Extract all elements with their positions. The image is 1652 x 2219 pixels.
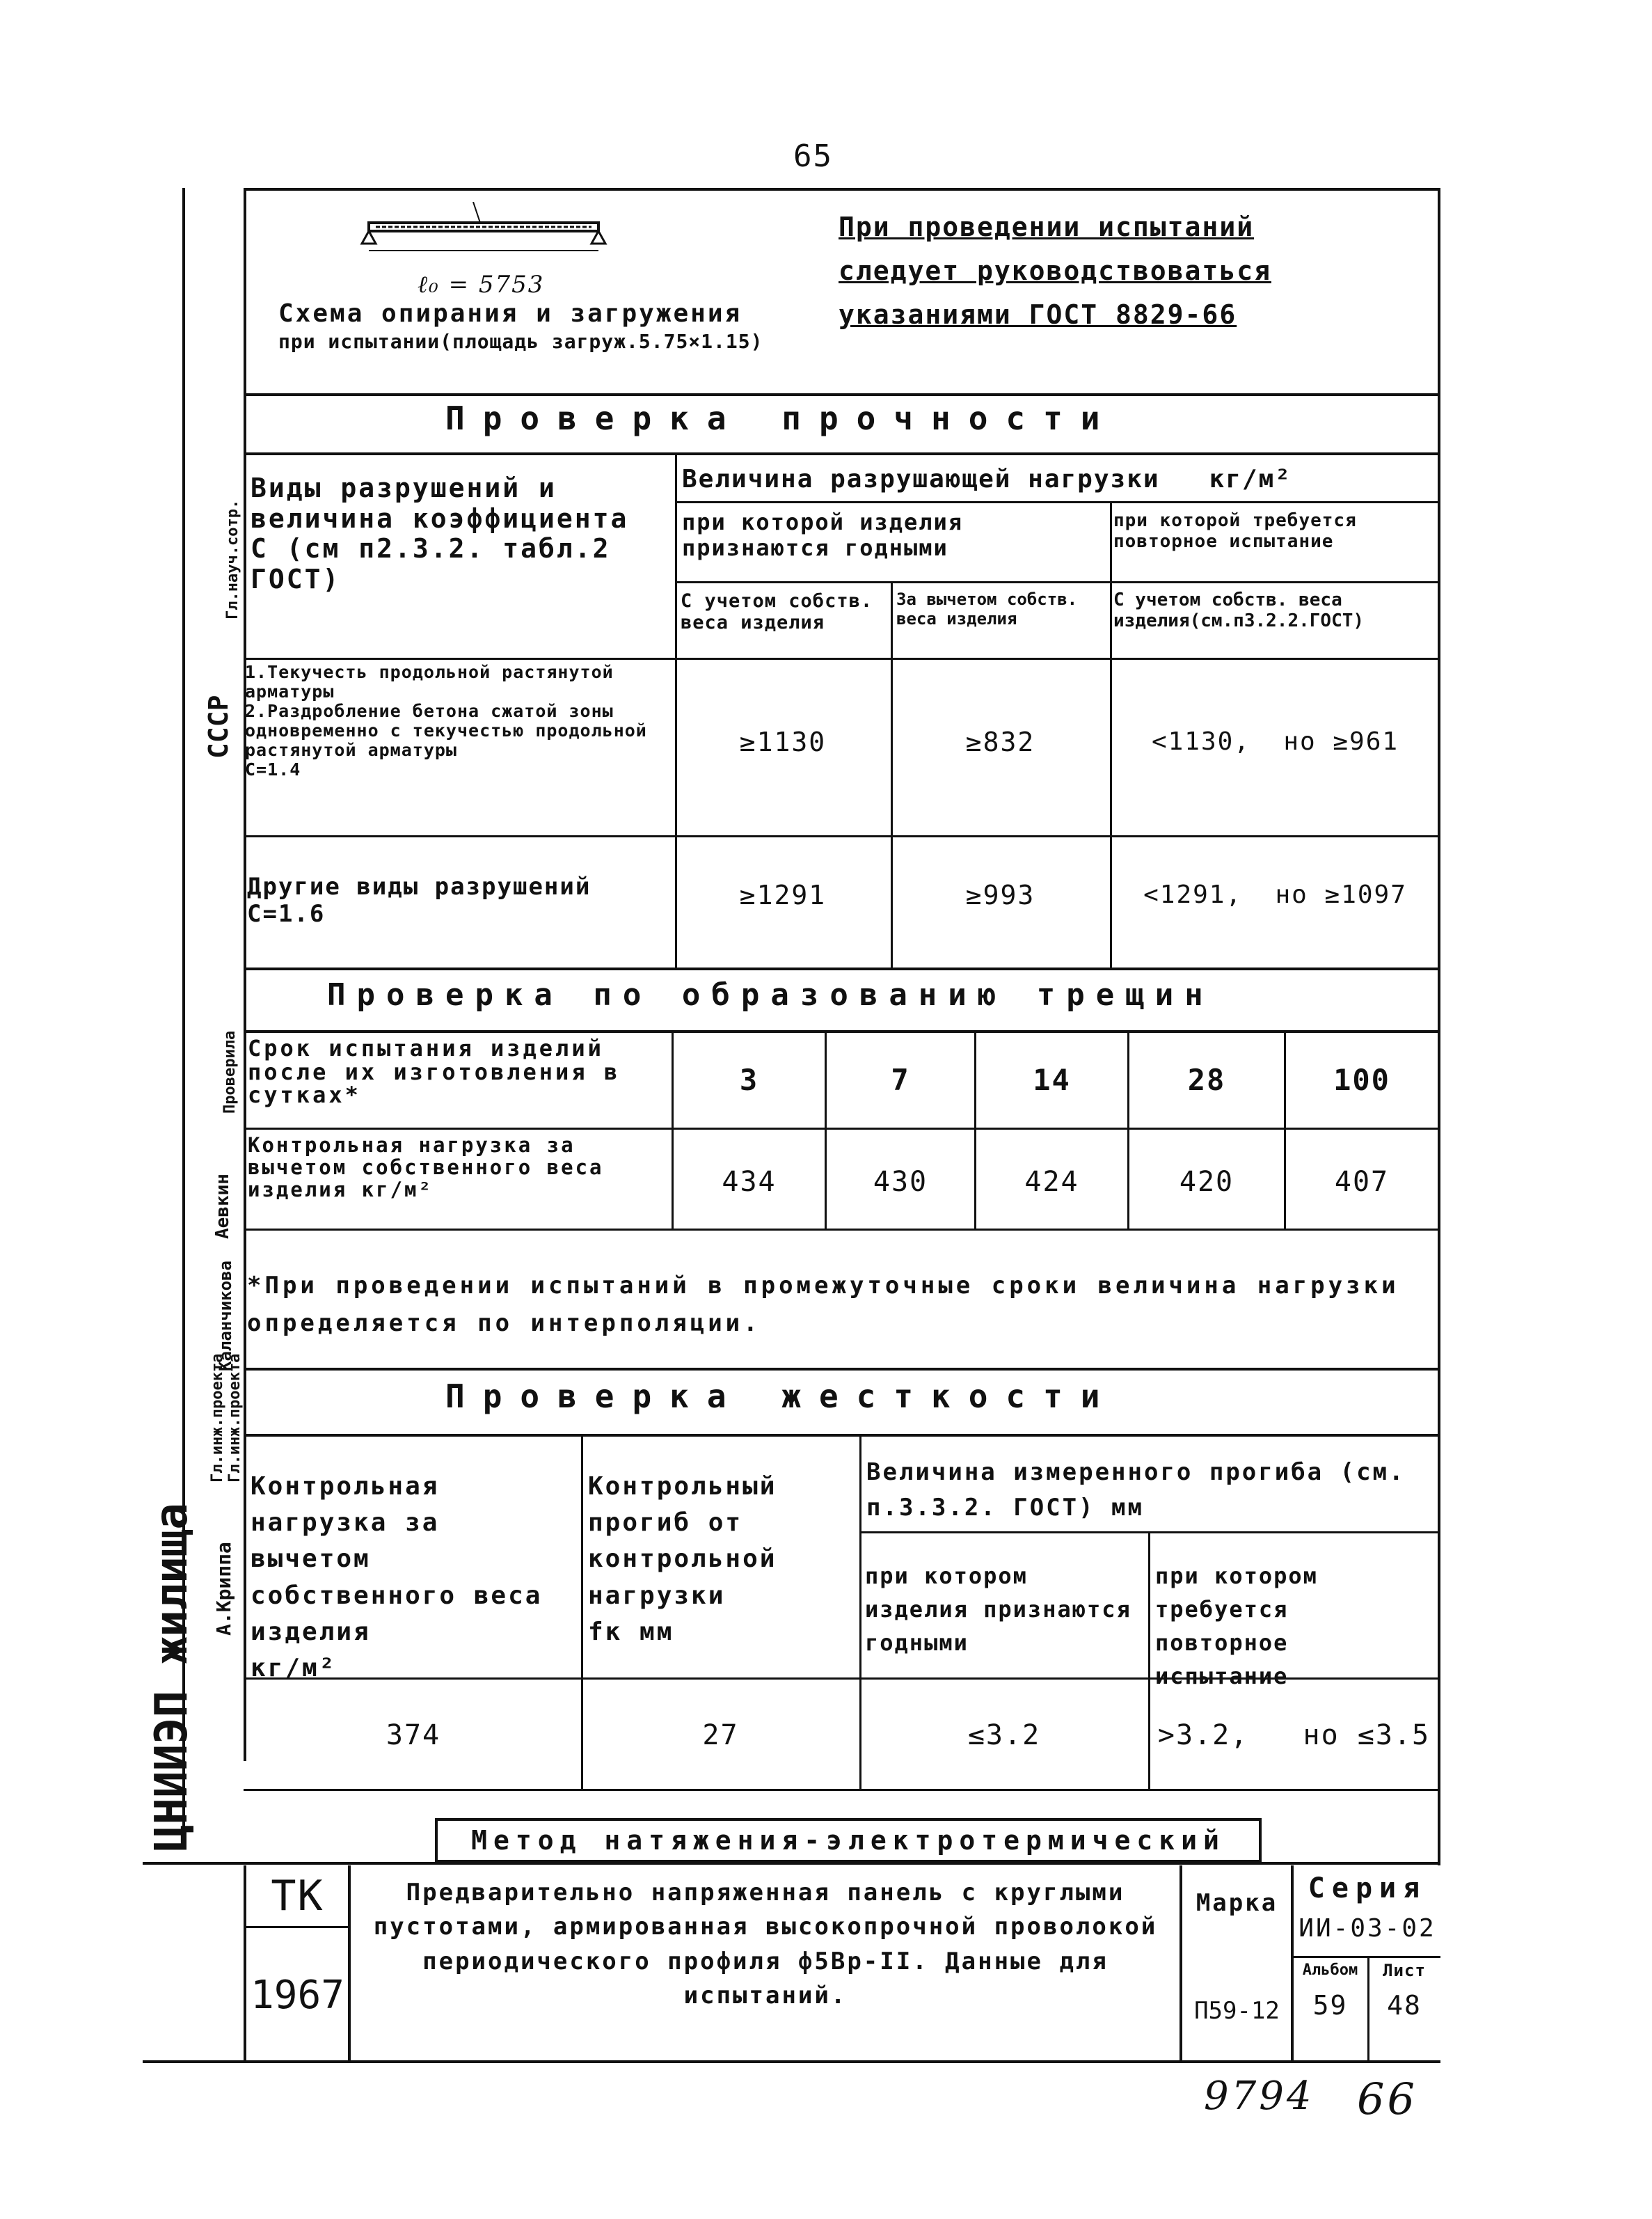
strength-col-good: при которой изделия признаются годными [682, 509, 964, 561]
stiffness-col2: Контрольный прогиб от контрольной нагрузки fк мм [588, 1472, 777, 1646]
crack-day: 14 [1033, 1063, 1071, 1097]
strength-row-without: ≥993 [965, 880, 1035, 910]
stamp-row: Гл.инж.проекта [226, 1353, 244, 1483]
stiffness-value: ≤3.2 [967, 1719, 1041, 1751]
crack-row2-label: Контрольная нагрузка за вычетом собственного веса изделия кг/м² [248, 1133, 604, 1201]
stiffness-col1: Контрольная нагрузка за вычетом собственного веса изделия кг/м² [251, 1472, 543, 1682]
crack-title: Проверка по образованию трещин [327, 977, 1214, 1013]
crack-load: 420 [1179, 1166, 1234, 1198]
strength-col-without-weight: За вычетом собств. веса изделия [896, 590, 1078, 629]
strength-row-with: ≥1130 [739, 727, 827, 757]
strength-row-without: ≥832 [965, 727, 1035, 757]
crack-day: 100 [1333, 1063, 1390, 1097]
crack-footnote: *При проведении испытаний в промежуточные сроки величина нагрузки определяется по интерполяции. [247, 1272, 1399, 1338]
strength-col-load: Величина разрушающей нагрузки кг/м² [682, 465, 1292, 493]
stamp-row: Проверила [221, 1030, 239, 1114]
strength-row-retest: <1130, но ≥961 [1151, 727, 1399, 756]
mark-value: П59-12 [1194, 1997, 1280, 2025]
stiffness-value: 374 [386, 1719, 441, 1751]
gost-note-line: следует руководствоваться [839, 255, 1271, 286]
crack-day: 7 [891, 1063, 910, 1097]
strength-col-types: Виды разрушений и величина коэффициента С (см п2.3.2. табл.2 ГОСТ) [251, 473, 629, 595]
crack-day: 3 [739, 1063, 759, 1097]
mark-label: Марка [1196, 1889, 1278, 1917]
stamp-row: Гл.инж.проекта [209, 1353, 226, 1483]
scheme-caption-2: при испытании(площадь загруж.5.75×1.15) [278, 330, 763, 353]
crack-load: 424 [1024, 1166, 1079, 1198]
year: 1967 [251, 1973, 344, 2018]
stamp-org: ЦНИИЭП жилища [146, 1503, 198, 1851]
stiffness-title: Проверка жесткости [445, 1377, 1118, 1415]
stamp-name: Аевкин [212, 1174, 233, 1239]
album-value: 59 [1312, 1990, 1348, 2021]
span-label: ℓ₀ = 5753 [418, 271, 545, 299]
sheet-label: Лист [1383, 1961, 1426, 1980]
stamp-name: А.Криппа [212, 1542, 235, 1636]
album-label: Альбом [1302, 1961, 1358, 1979]
strength-row-with: ≥1291 [739, 880, 827, 910]
strength-title: Проверка прочности [445, 400, 1118, 437]
crack-row1-label: Срок испытания изделий после их изготовления в сутках* [248, 1035, 621, 1109]
stamp-row: Гл.науч.сотр. [224, 499, 241, 619]
stiffness-col3a: при котором изделия признаются годными [865, 1563, 1131, 1656]
crack-load: 407 [1334, 1166, 1390, 1198]
crack-load: 430 [873, 1166, 928, 1198]
scheme-caption-1: Схема опирания и загружения [278, 299, 742, 328]
crack-day: 28 [1187, 1063, 1226, 1097]
strength-row-type: 1.Текучесть продольной растянутой арматуры 2.Раздробление бетона сжатой зоны одновременно с текучестью продольной растянутой арматуры С=1.4 [245, 662, 647, 780]
stamp-country: СССР [203, 695, 234, 759]
tk-label: ТК [271, 1872, 324, 1920]
method-text: Метод натяжения-электротермический [471, 1825, 1225, 1856]
stiffness-col3: Величина измеренного прогиба (см. п.3.3.2. ГОСТ) мм [866, 1458, 1406, 1522]
strength-row-retest: <1291, но ≥1097 [1143, 881, 1407, 909]
stiffness-value: 27 [702, 1719, 739, 1751]
strength-col-with-weight: С учетом собств. веса изделия [681, 590, 873, 634]
sheet-value: 48 [1387, 1990, 1422, 2021]
stiffness-col3b: при котором требуется повторное испытание [1155, 1563, 1318, 1689]
handwritten-number: 9794 [1204, 2074, 1315, 2119]
gost-note-line: указаниями ГОСТ 8829-66 [839, 299, 1237, 330]
sheet-description: Предварительно напряженная панель с круглыми пустотами, армированная высокопрочной проволокой периодического профиля ф5Вр-II. Данные для испытаний. [373, 1879, 1158, 2009]
gost-note-line: При проведении испытаний [839, 212, 1255, 242]
beam-scheme-icon [348, 202, 640, 271]
stamp-name: Каланчикова [216, 1261, 235, 1371]
strength-col-retest: при которой требуется повторное испытание [1113, 510, 1357, 552]
method-box [435, 1818, 1262, 1863]
strength-row-type: Другие виды разрушений С=1.6 [247, 873, 591, 929]
page-number: 65 [793, 139, 833, 174]
series-value: ИИ-03-02 [1298, 1914, 1436, 1943]
crack-load: 434 [722, 1166, 777, 1198]
series-label: Серия [1308, 1872, 1427, 1904]
handwritten-number: 66 [1357, 2074, 1417, 2124]
stiffness-value: >3.2, но ≤3.5 [1157, 1719, 1431, 1751]
strength-col-retest-weight: С учетом собств. веса изделия(см.п3.2.2.ГОСТ) [1113, 590, 1365, 631]
